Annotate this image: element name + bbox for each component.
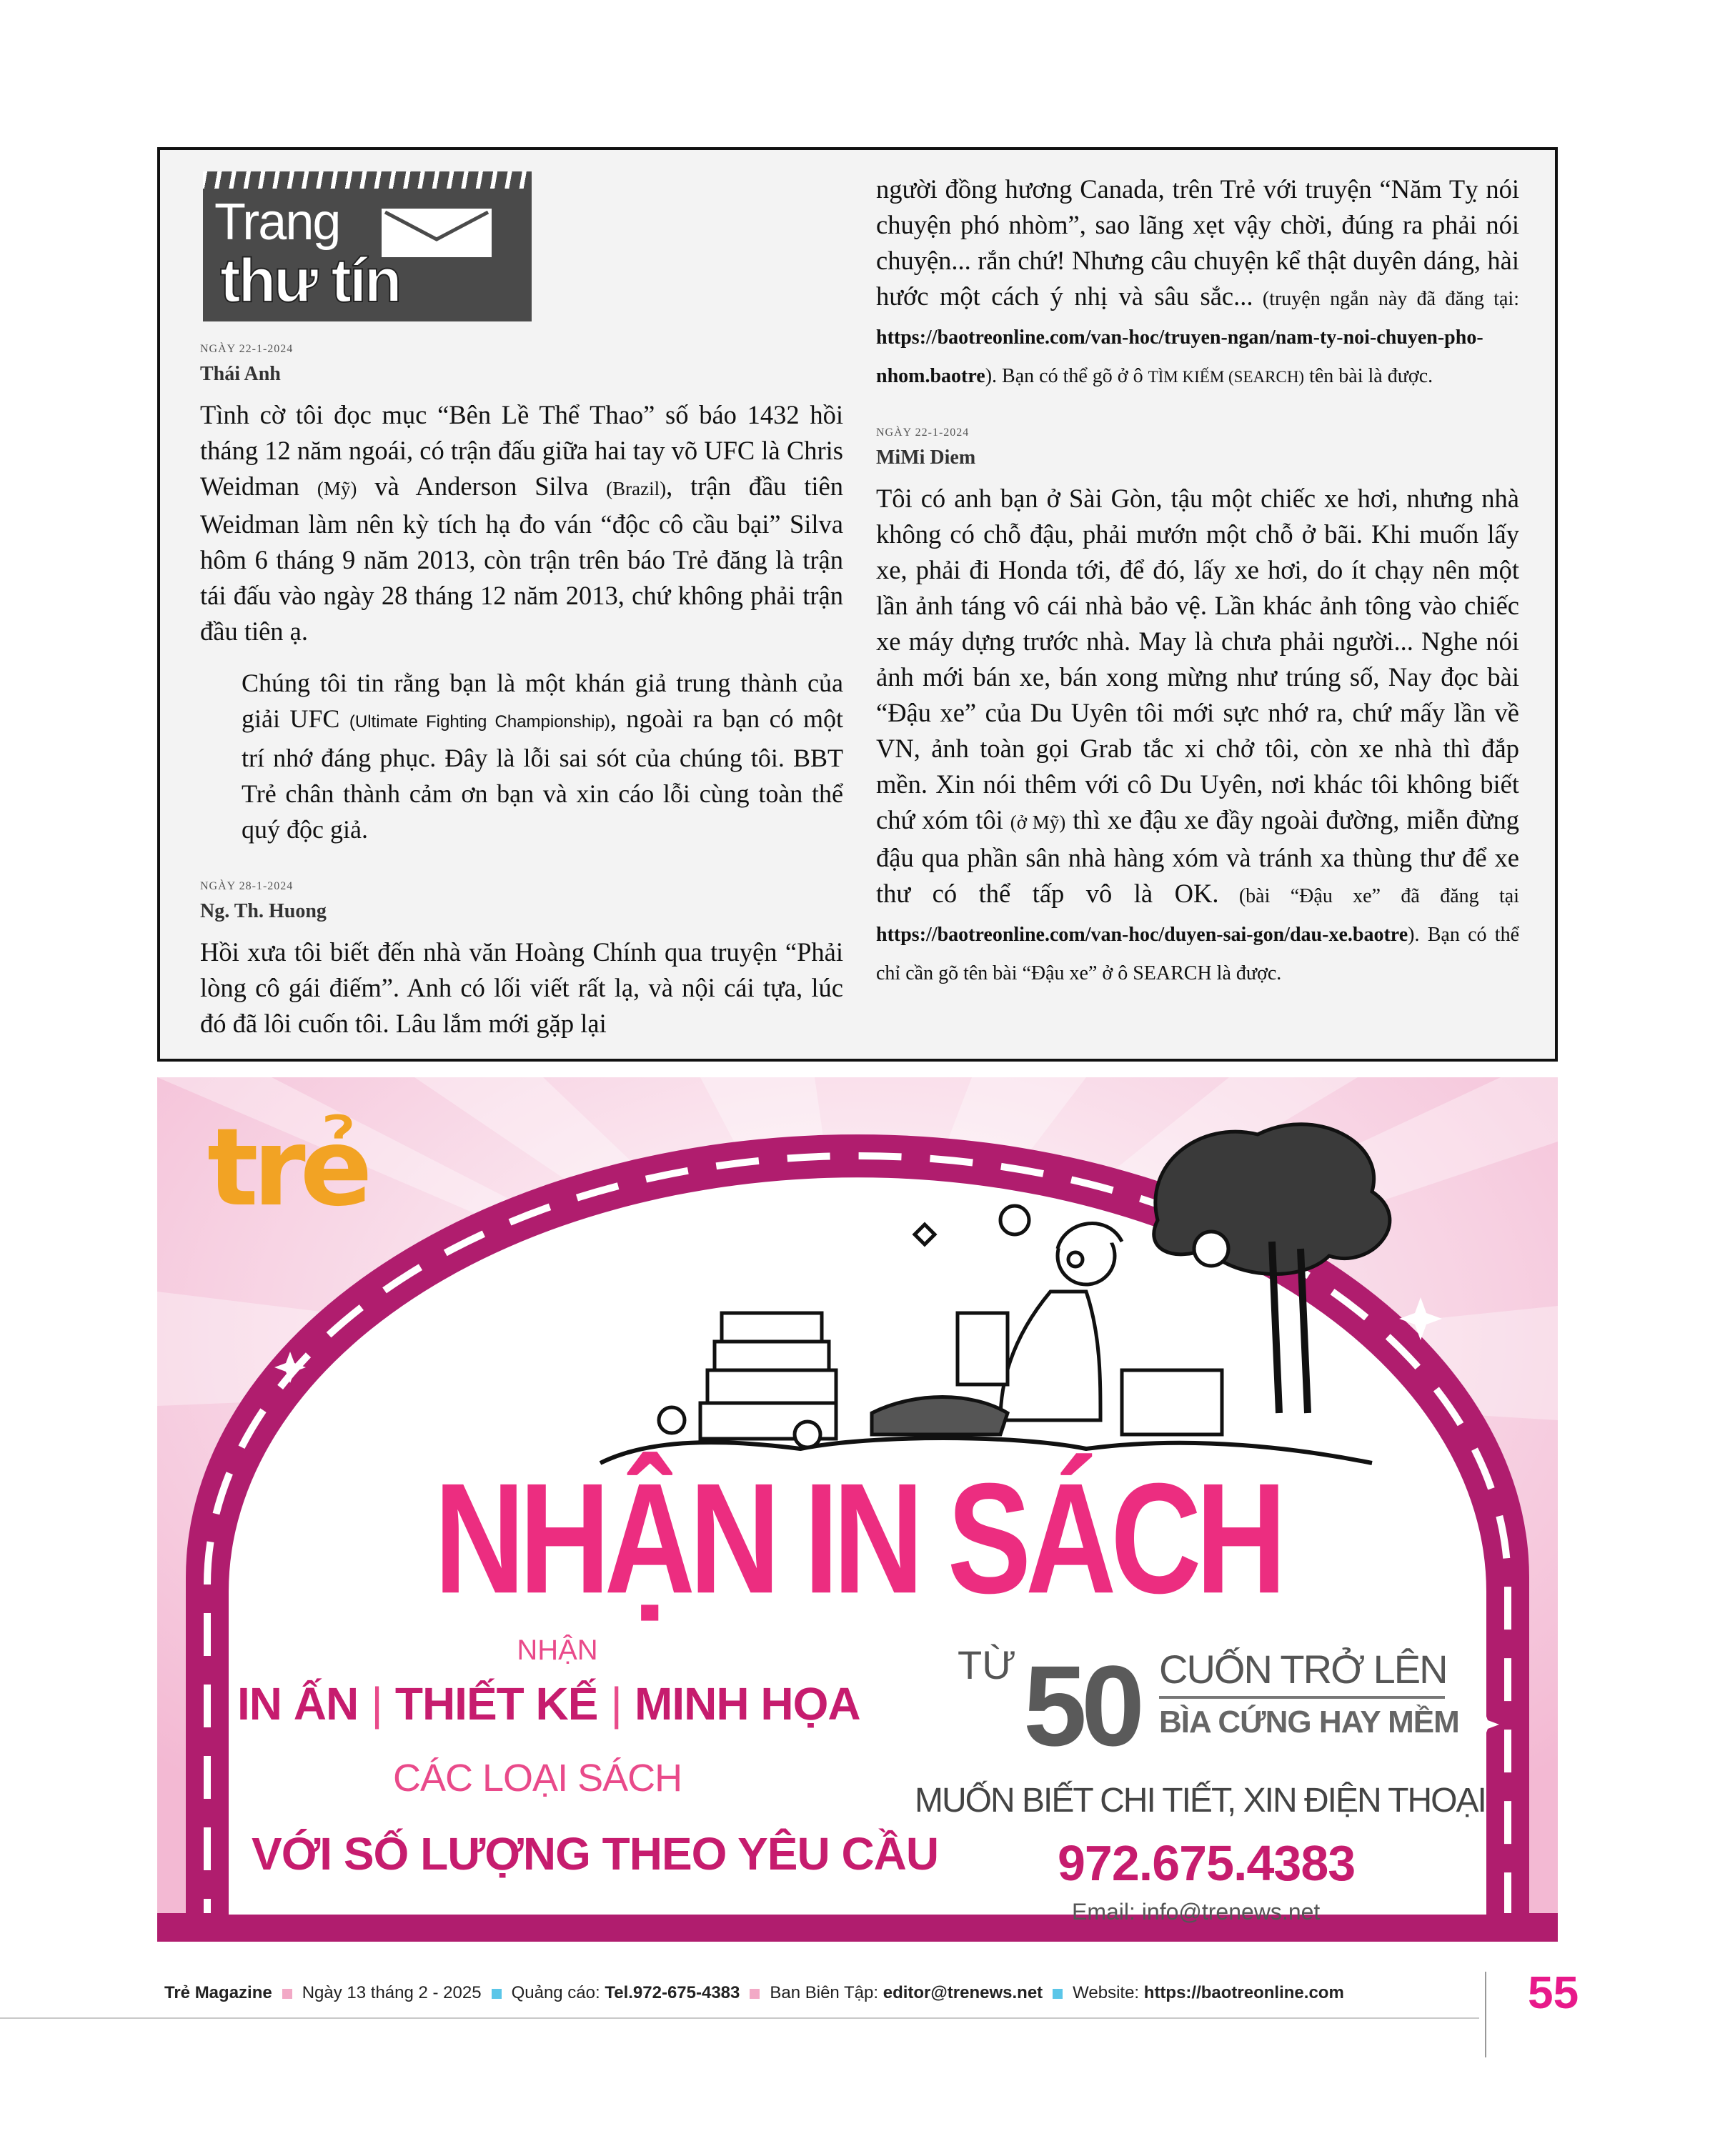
ad-copies-up: CUỐN TRỞ LÊN <box>1159 1647 1447 1692</box>
ad-line-nhan: NHẬN <box>517 1635 598 1666</box>
footer-divider <box>1485 1972 1486 2057</box>
editor-reply: Chúng tôi tin rằng bạn là một khán giả trung thành của giải UFC (Ultimate Fighting Championship), ngoài ra bạn có một trí nhớ đáng phục. Đây là lỗi sai sót của chúng tôi. BBT Trẻ chân thành cảm ơn bạn và xin cáo lỗi cùng toàn thể quý độc giả. <box>242 669 843 844</box>
footer-ads-phone[interactable]: Tel.972-675-4383 <box>605 1983 740 2002</box>
service-separator: | <box>371 1678 382 1730</box>
letter-author: Ng. Th. Huong <box>200 900 327 922</box>
footer-rule <box>0 2017 1479 2019</box>
blue-square-icon <box>1053 1989 1063 1999</box>
service-separator: | <box>610 1678 622 1730</box>
letter-date: NGÀY 22-1-2024 <box>876 426 970 439</box>
footer-editor-email[interactable]: editor@trenews.net <box>883 1983 1043 2002</box>
letter-date: NGÀY 22-1-2024 <box>200 343 294 355</box>
ad-services <box>237 1677 860 1730</box>
ad-email[interactable]: Email: info@trenews.net <box>1072 1899 1321 1925</box>
footer-date: Ngày 13 tháng 2 - 2025 <box>302 1983 482 2002</box>
service-illustration: MINH HỌA <box>635 1678 860 1730</box>
letter-body: Hồi xưa tôi biết đến nhà văn Hoàng Chính qua truyện “Phải lòng cô gái điếm”. Anh có lối viết rất lạ, và nội cái tựa, lúc đó đã lôi cuốn tôi. Lâu lắm mới gặp lại <box>200 937 843 1038</box>
ad-cover-type: BÌA CỨNG HAY MỀM <box>1159 1705 1459 1740</box>
letter-body: người đồng hương Canada, trên Trẻ với truyện “Năm Tỵ nói chuyện phó nhòm”, sao lãng xẹt vậy chời, đúng ra phải nói chuyện... rắn chứ! Nhưng câu chuyện kể thật duyên dáng, hài hước một cách ý nhị và sâu sắc... (truyện ngắn này đã đăng tại: https://baotreonline.com/van-hoc/truyen-ngan/nam-ty-noi-chuyen-pho-nhom.baotre). Bạn có thể gõ ở ô TÌM KIẾM (SEARCH) tên bài là được. <box>876 174 1519 387</box>
letter-ng-th-huong-continued <box>876 171 1519 395</box>
ad-headline: NHẬN IN SÁCH <box>434 1451 1281 1627</box>
footer-web-label: Website: <box>1073 1983 1144 2002</box>
tre-logo: trẻ <box>207 1106 367 1230</box>
ad-line-book-types: CÁC LOẠI SÁCH <box>393 1757 682 1800</box>
masthead-line2: thư tín <box>220 246 400 315</box>
footer-editor-label: Ban Biên Tập: <box>770 1983 883 2002</box>
letters-column-right <box>876 171 1519 992</box>
footer-magazine: Trẻ Magazine <box>164 1983 272 2002</box>
service-design: THIẾT KẾ <box>394 1678 598 1730</box>
letter-body: Tôi có anh bạn ở Sài Gòn, tậu một chiếc xe hơi, nhưng nhà không có chỗ đậu, phải mướn một chỗ ở bãi. Khi muốn lấy xe, phải đi Honda tới, để đó, lấy xe hơi, do ít chạy nên một lần ảnh táng vô cái nhà bảo vệ. Lần khác ảnh tông vào chiếc xe máy dựng trước nhà. May là chưa phải người... Nghe nói ảnh mới bán xe, bán xong mừng như trúng số, Nay đọc bài “Đậu xe” của Du Uyên tôi mới sực nhớ ra, chứ mấy lần về VN, ảnh toàn gọi Grab tắc xi chở tôi, còn xe nhà thì đắp mền. Xin nói thêm với cô Du Uyên, nơi khác tôi không biết chứ xóm tôi (ở Mỹ) thì xe đậu xe đầy ngoài đường, miễn đừng đậu qua phần sân nhà hàng xóm và tránh xa thùng thư để xe thư có thể tấp vô là OK. (bài “Đậu xe” đã đăng tại https://baotreonline.com/van-hoc/duyen-sai-gon/dau-xe.baotre). Bạn có thể chỉ cần gõ tên bài “Đậu xe” ở ô SEARCH là được. <box>876 484 1519 984</box>
ad-from: TỪ <box>958 1642 1017 1687</box>
letter-body: Tình cờ tôi đọc mục “Bên Lề Thể Thao” số báo 1432 hồi tháng 12 năm ngoái, có trận đấu giữa hai tay võ UFC là Chris Weidman (Mỹ) và Anderson Silva (Brazil), trận đầu tiên Weidman làm nên kỳ tích hạ đo ván “độc cô cầu bại” Silva hôm 6 tháng 9 năm 2013, còn trận trên báo Trẻ đăng là trận tái đấu vào ngày 28 tháng 12 năm 2013, chứ không phải trận đầu tiên ạ. <box>200 400 843 646</box>
article-link[interactable]: https://baotreonline.com/van-hoc/truyen-ngan/nam-ty-noi-chuyen-pho-nhom.baotre <box>876 326 1483 387</box>
ad-min-quantity: 50 <box>1023 1642 1139 1770</box>
letter-author: MiMi Diem <box>876 446 976 469</box>
letter-author: Thái Anh <box>200 363 281 385</box>
ad-phone-number[interactable]: 972.675.4383 <box>1058 1835 1356 1891</box>
letter-mimi-diem <box>876 426 1519 992</box>
article-link[interactable]: https://baotreonline.com/van-hoc/duyen-sai-gon/dau-xe.baotre <box>876 924 1408 946</box>
letter-date: NGÀY 28-1-2024 <box>200 880 294 892</box>
ad-contact-line: MUỐN BIẾT CHI TIẾT, XIN ĐIỆN THOẠI <box>915 1782 1486 1820</box>
footer-website-link[interactable]: https://baotreonline.com <box>1143 1983 1344 2002</box>
ad-line-quantity: VỚI SỐ LƯỢNG THEO YÊU CẦU <box>252 1828 939 1880</box>
letters-column-left <box>200 343 843 1042</box>
letter-thai-anh <box>200 343 843 847</box>
masthead-logo <box>203 171 532 321</box>
page-number: 55 <box>1528 1967 1579 2018</box>
service-printing: IN ẤN <box>237 1678 359 1730</box>
ad-divider <box>1159 1696 1445 1699</box>
letter-ng-th-huong <box>200 880 843 1042</box>
book-printing-ad <box>157 1077 1558 1942</box>
masthead-line1: Trang <box>214 194 340 251</box>
pink-square-icon <box>282 1989 292 1999</box>
footer-ads-label: Quảng cáo: <box>511 1983 605 2002</box>
footer <box>164 1983 1344 2003</box>
pink-square-icon <box>750 1989 760 1999</box>
blue-square-icon <box>492 1989 502 1999</box>
masthead-stripes <box>203 171 532 189</box>
letters-box <box>157 147 1558 1062</box>
